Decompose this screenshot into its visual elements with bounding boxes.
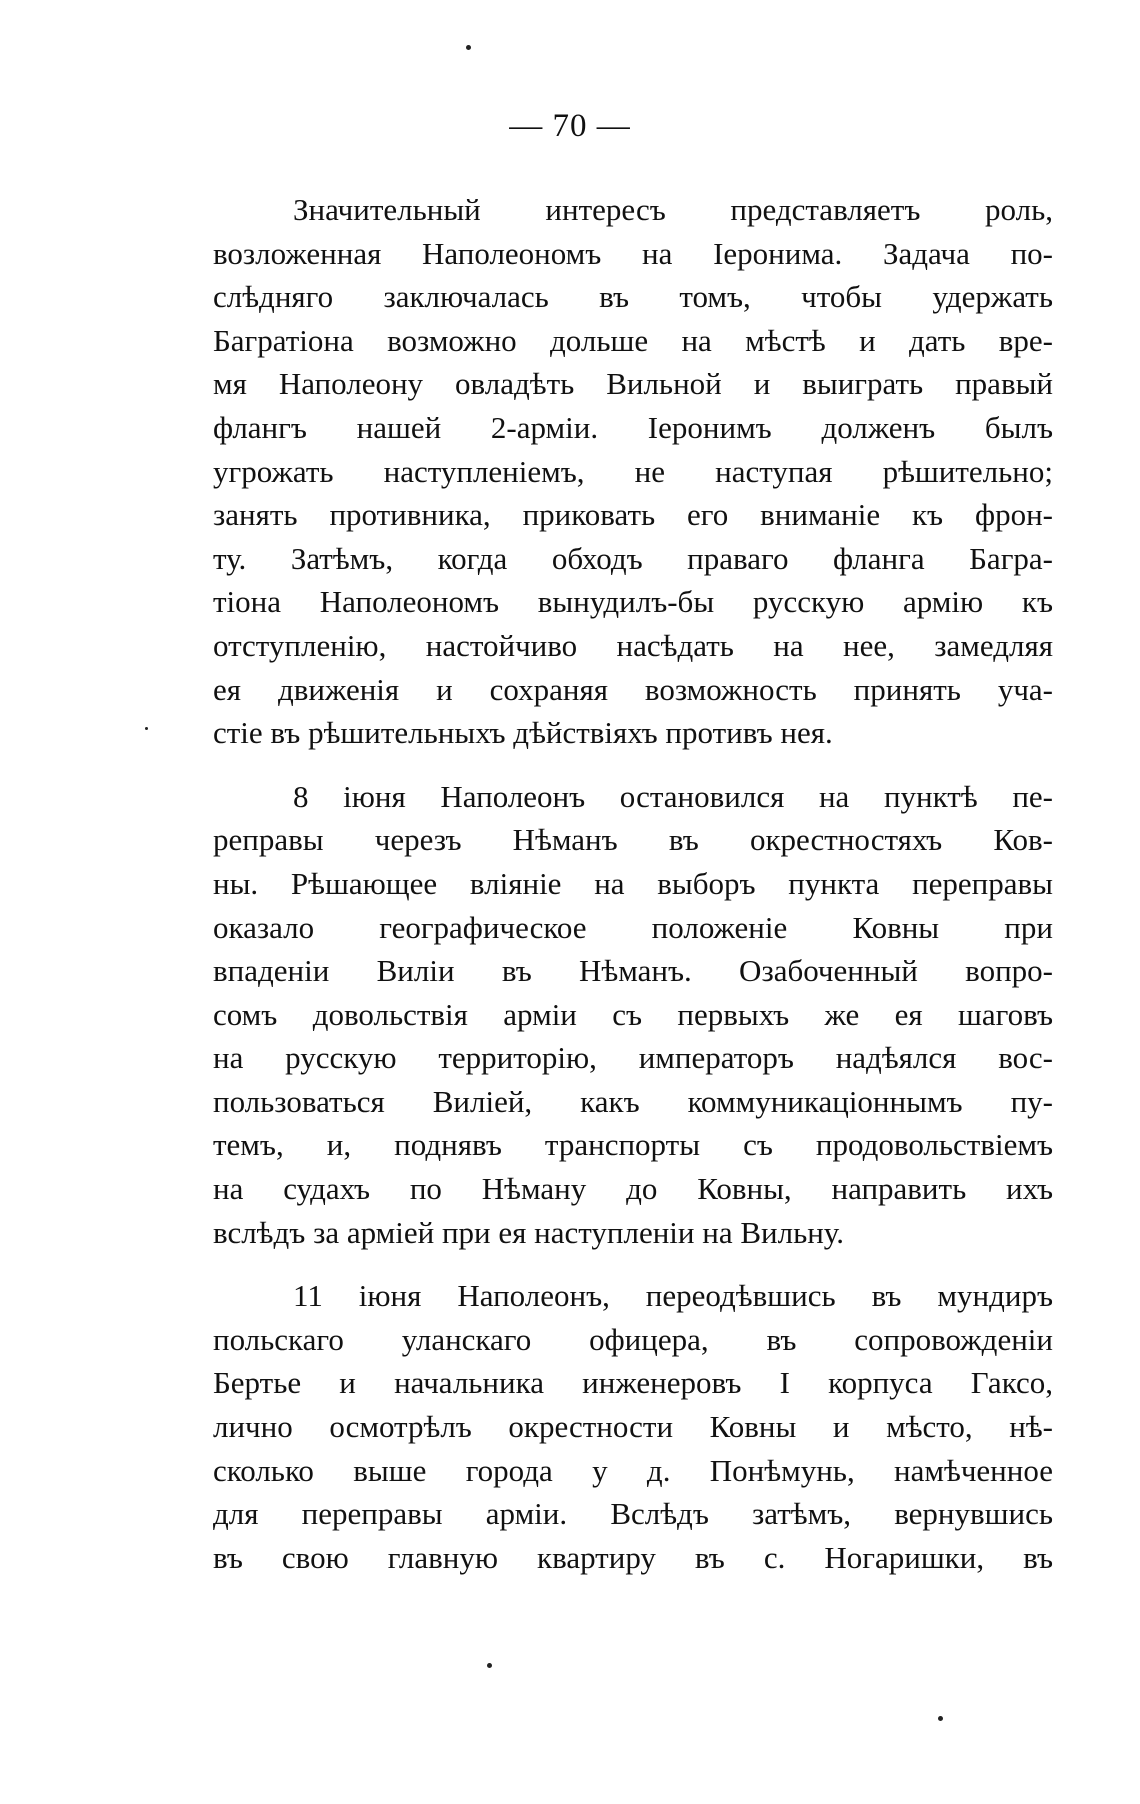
paragraph-2 [213,775,1053,1255]
text-line: Багратіона возможно дольше на мѣстѣ и дать вре- [213,322,1053,358]
text-line: Значительный интересъ представляетъ роль, [293,192,1053,227]
text-line: для переправы арміи. Вслѣдъ затѣмъ, вернувшись [213,1496,1053,1532]
text-line: отступленію, настойчиво насѣдать на нее, замедляя [213,627,1053,663]
text-line: на русскую территорію, императоръ надѣялся вос- [213,1040,1053,1076]
text-line: оказало географическое положеніе Ковны при [213,909,1053,945]
text-line: ту. Затѣмъ, когда обходъ праваго фланга Багра- [213,540,1053,576]
text-line: на судахъ по Нѣману до Ковны, направить ихъ [213,1171,1053,1207]
text-line: польскаго уланскаго офицера, въ сопровожденіи [213,1321,1053,1357]
print-speck [487,1663,492,1668]
body-text [213,188,1053,1599]
text-line: темъ, и, поднявъ транспорты съ продовольствіемъ [213,1127,1053,1163]
text-line: вслѣдъ за арміей при ея наступленіи на Вильну. [213,1214,844,1250]
text-line: сколько выше города у д. Понѣмунь, намѣченное [213,1452,1053,1488]
text-line: 11 іюня Наполеонъ, переодѣвшись въ мундиръ [293,1278,1053,1314]
text-line: флангъ нашей 2-арміи. Іеронимъ долженъ былъ [213,409,1053,445]
text-line: стіе въ рѣшительныхъ дѣйствіяхъ противъ нея. [213,715,833,751]
text-line: возложенная Наполеономъ на Іеронима. Задача по- [213,235,1053,271]
text-line: мя Наполеону овладѣть Вильной и выиграть правый [213,366,1053,402]
text-line: въ свою главную квартиру въ с. Ногаришки, въ [213,1539,1053,1575]
text-line: занять противника, приковать его вниманіе къ фрон- [213,497,1053,533]
text-line: сомъ довольствія арміи съ первыхъ же ея шаговъ [213,996,1053,1032]
page-number: — 70 — [509,108,631,144]
text-line: угрожать наступленіемъ, не наступая рѣшительно; [213,453,1053,489]
paragraph-1 [213,188,1053,755]
paragraph-3 [213,1274,1053,1579]
print-speck [466,45,471,50]
text-line: реправы черезъ Нѣманъ въ окрестностяхъ Ков- [213,822,1053,858]
text-line: тіона Наполеономъ вынудилъ-бы русскую армію къ [213,584,1053,620]
text-line: ны. Рѣшающее вліяніе на выборъ пункта переправы [213,865,1053,901]
text-line: 8 іюня Наполеонъ остановился на пунктѣ пе- [293,778,1053,814]
print-speck [938,1716,943,1721]
text-line: ея движенія и сохраняя возможность принять уча- [213,671,1053,707]
text-line: лично осмотрѣлъ окрестности Ковны и мѣсто, нѣ- [213,1409,1053,1445]
print-speck [145,727,148,730]
text-line: пользоваться Виліей, какъ коммуникаціоннымъ пу- [213,1083,1053,1119]
text-line: Бертье и начальника инженеровъ I корпуса Гаксо, [213,1365,1053,1401]
text-line: впаденіи Виліи въ Нѣманъ. Озабоченный вопро- [213,953,1053,989]
text-line: слѣдняго заключалась въ томъ, чтобы удержать [213,279,1053,315]
